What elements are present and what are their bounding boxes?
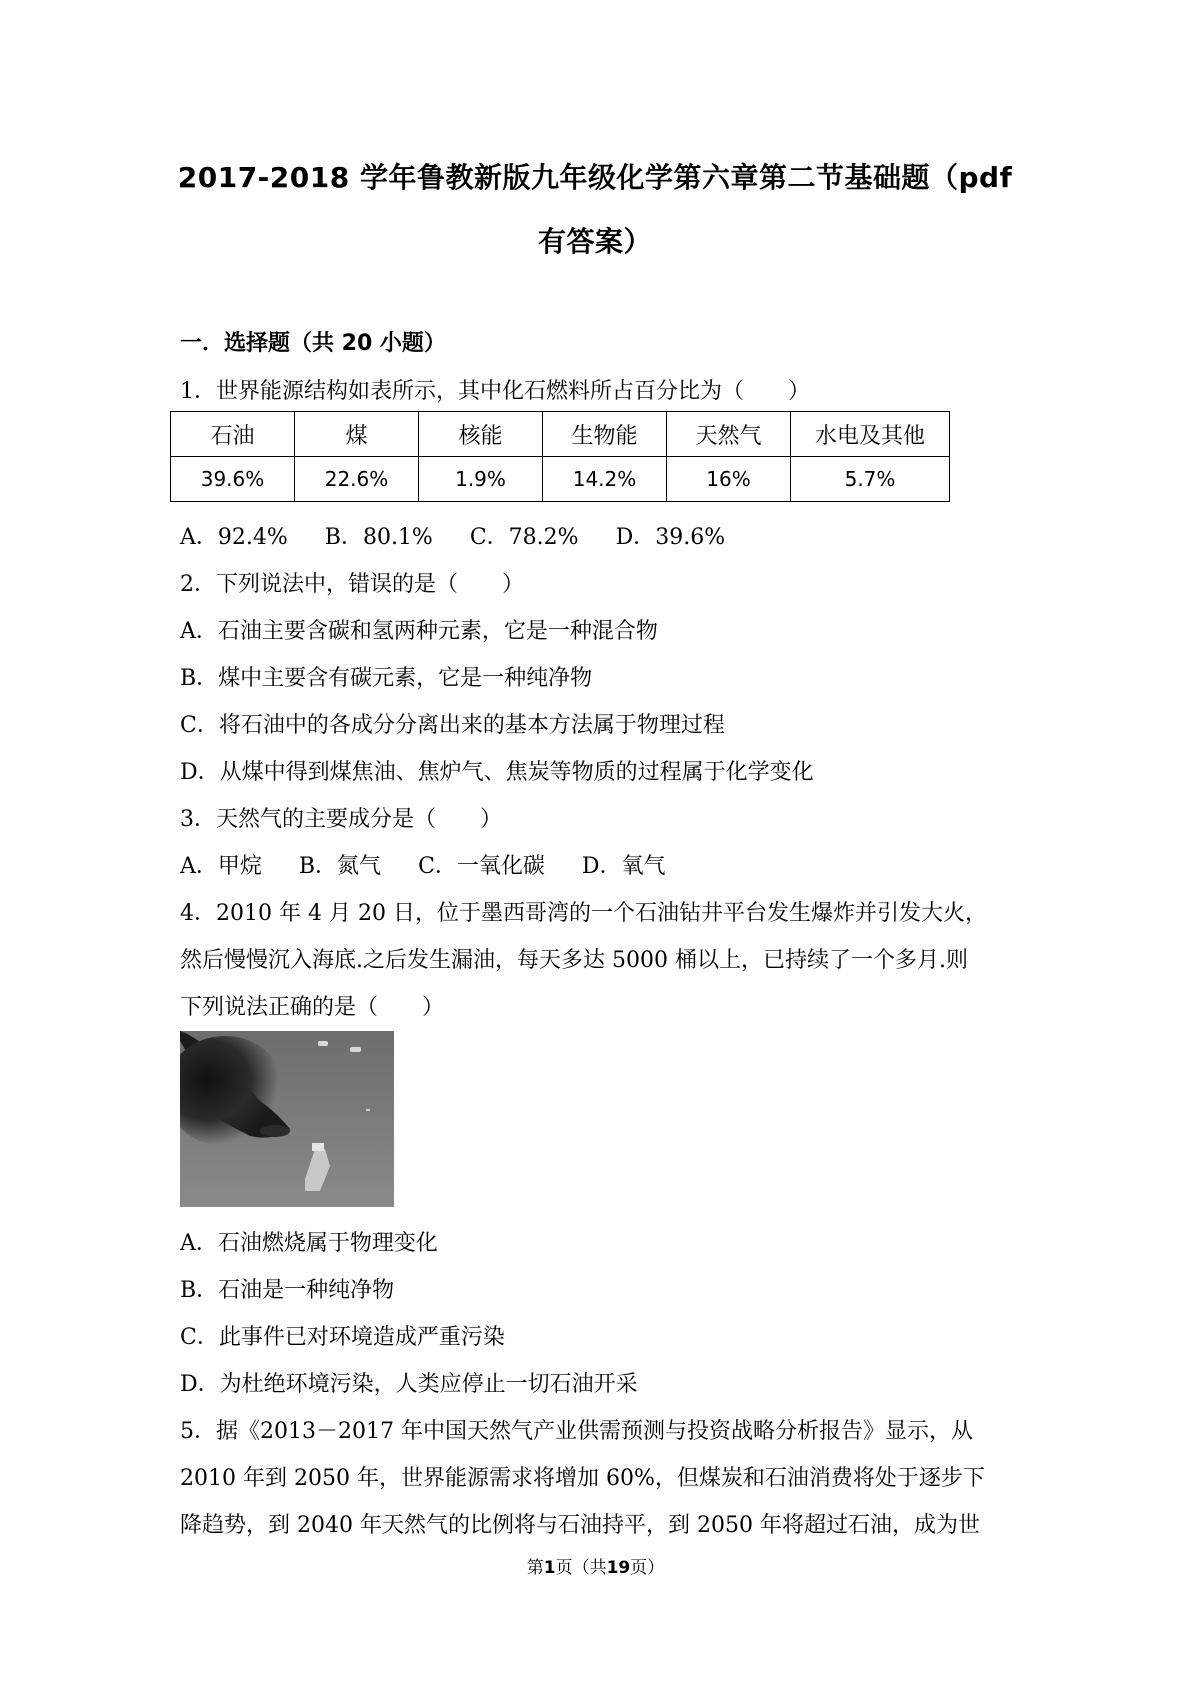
table-value-cell: 16% xyxy=(667,457,791,502)
table-value-cell: 39.6% xyxy=(171,457,295,502)
footer-middle: 页（共 xyxy=(555,1558,607,1578)
question-1-stem: 1．世界能源结构如表所示，其中化石燃料所占百分比为（ ） xyxy=(180,379,810,404)
option-d: D．氧气 xyxy=(581,854,666,879)
document-title-line-2: 有答案） xyxy=(537,225,652,258)
energy-structure-table xyxy=(170,411,950,502)
oil-platform-fire-photo xyxy=(180,1031,394,1207)
total-pages: 19 xyxy=(606,1558,631,1578)
table-value-row xyxy=(171,457,950,502)
question-5-stem-line-3: 降趋势，到 2040 年天然气的比例将与石油持平，到 2050 年将超过石油，成为世 xyxy=(180,1513,980,1538)
question-5-stem-line-1: 5．据《2013－2017 年中国天然气产业供需预测与投资战略分析报告》显示，从 xyxy=(180,1419,973,1444)
document-title-line-1: 2017-2018 学年鲁教新版九年级化学第六章第二节基础题（pdf xyxy=(177,161,1013,194)
table-value-cell: 5.7% xyxy=(791,457,950,502)
option-c: C．将石油中的各成分分离出来的基本方法属于物理过程 xyxy=(180,713,725,738)
option-a: A．甲烷 xyxy=(180,854,262,879)
option-b: B．氮气 xyxy=(298,854,382,879)
table-header-row xyxy=(171,412,950,457)
option-a: A．92.4% xyxy=(180,525,288,550)
question-4-stem-line-3: 下列说法正确的是（ ） xyxy=(180,995,445,1020)
table-header-cell: 水电及其他 xyxy=(791,412,950,457)
footer-prefix: 第 xyxy=(526,1558,544,1578)
option-a: A．石油燃烧属于物理变化 xyxy=(180,1231,438,1256)
table-header-cell: 生物能 xyxy=(543,412,667,457)
option-d: D．39.6% xyxy=(615,525,726,550)
question-4-stem-line-2: 然后慢慢沉入海底.之后发生漏油，每天多达 5000 桶以上，已持续了一个多月.则 xyxy=(180,948,968,973)
question-4-stem-line-1: 4．2010 年 4 月 20 日，位于墨西哥湾的一个石油钻井平台发生爆炸并引发大火， xyxy=(180,901,987,926)
option-d: D．为杜绝环境污染，人类应停止一切石油开采 xyxy=(180,1372,638,1397)
section-heading: 一．选择题（共 20 小题） xyxy=(180,331,446,356)
table-value-cell: 1.9% xyxy=(419,457,543,502)
option-a: A．石油主要含碳和氢两种元素，它是一种混合物 xyxy=(180,619,658,644)
question-5-stem-line-2: 2010 年到 2050 年，世界能源需求将增加 60%，但煤炭和石油消费将处于逐步下 xyxy=(180,1466,985,1491)
option-d: D．从煤中得到煤焦油、焦炉气、焦炭等物质的过程属于化学变化 xyxy=(180,760,814,785)
page-number: 1 xyxy=(543,1558,556,1578)
table-header-cell: 核能 xyxy=(419,412,543,457)
option-b: B．石油是一种纯净物 xyxy=(180,1278,395,1303)
question-3-stem: 3．天然气的主要成分是（ ） xyxy=(180,807,502,832)
option-c: C．一氧化碳 xyxy=(418,854,545,879)
question-1-options xyxy=(180,520,755,551)
table-header-cell: 石油 xyxy=(171,412,295,457)
option-b: B．煤中主要含有碳元素，它是一种纯净物 xyxy=(180,666,593,691)
table-header-cell: 天然气 xyxy=(667,412,791,457)
table-header-cell: 煤 xyxy=(295,412,419,457)
option-c: C．此事件已对环境造成严重污染 xyxy=(180,1325,505,1350)
table-value-cell: 22.6% xyxy=(295,457,419,502)
question-2-stem: 2．下列说法中，错误的是（ ） xyxy=(180,572,524,597)
page-footer xyxy=(0,1553,1191,1578)
option-b: B．80.1% xyxy=(324,525,433,550)
question-3-options xyxy=(180,849,696,880)
table-value-cell: 14.2% xyxy=(543,457,667,502)
option-c: C．78.2% xyxy=(469,525,579,550)
footer-suffix: 页） xyxy=(630,1558,665,1578)
